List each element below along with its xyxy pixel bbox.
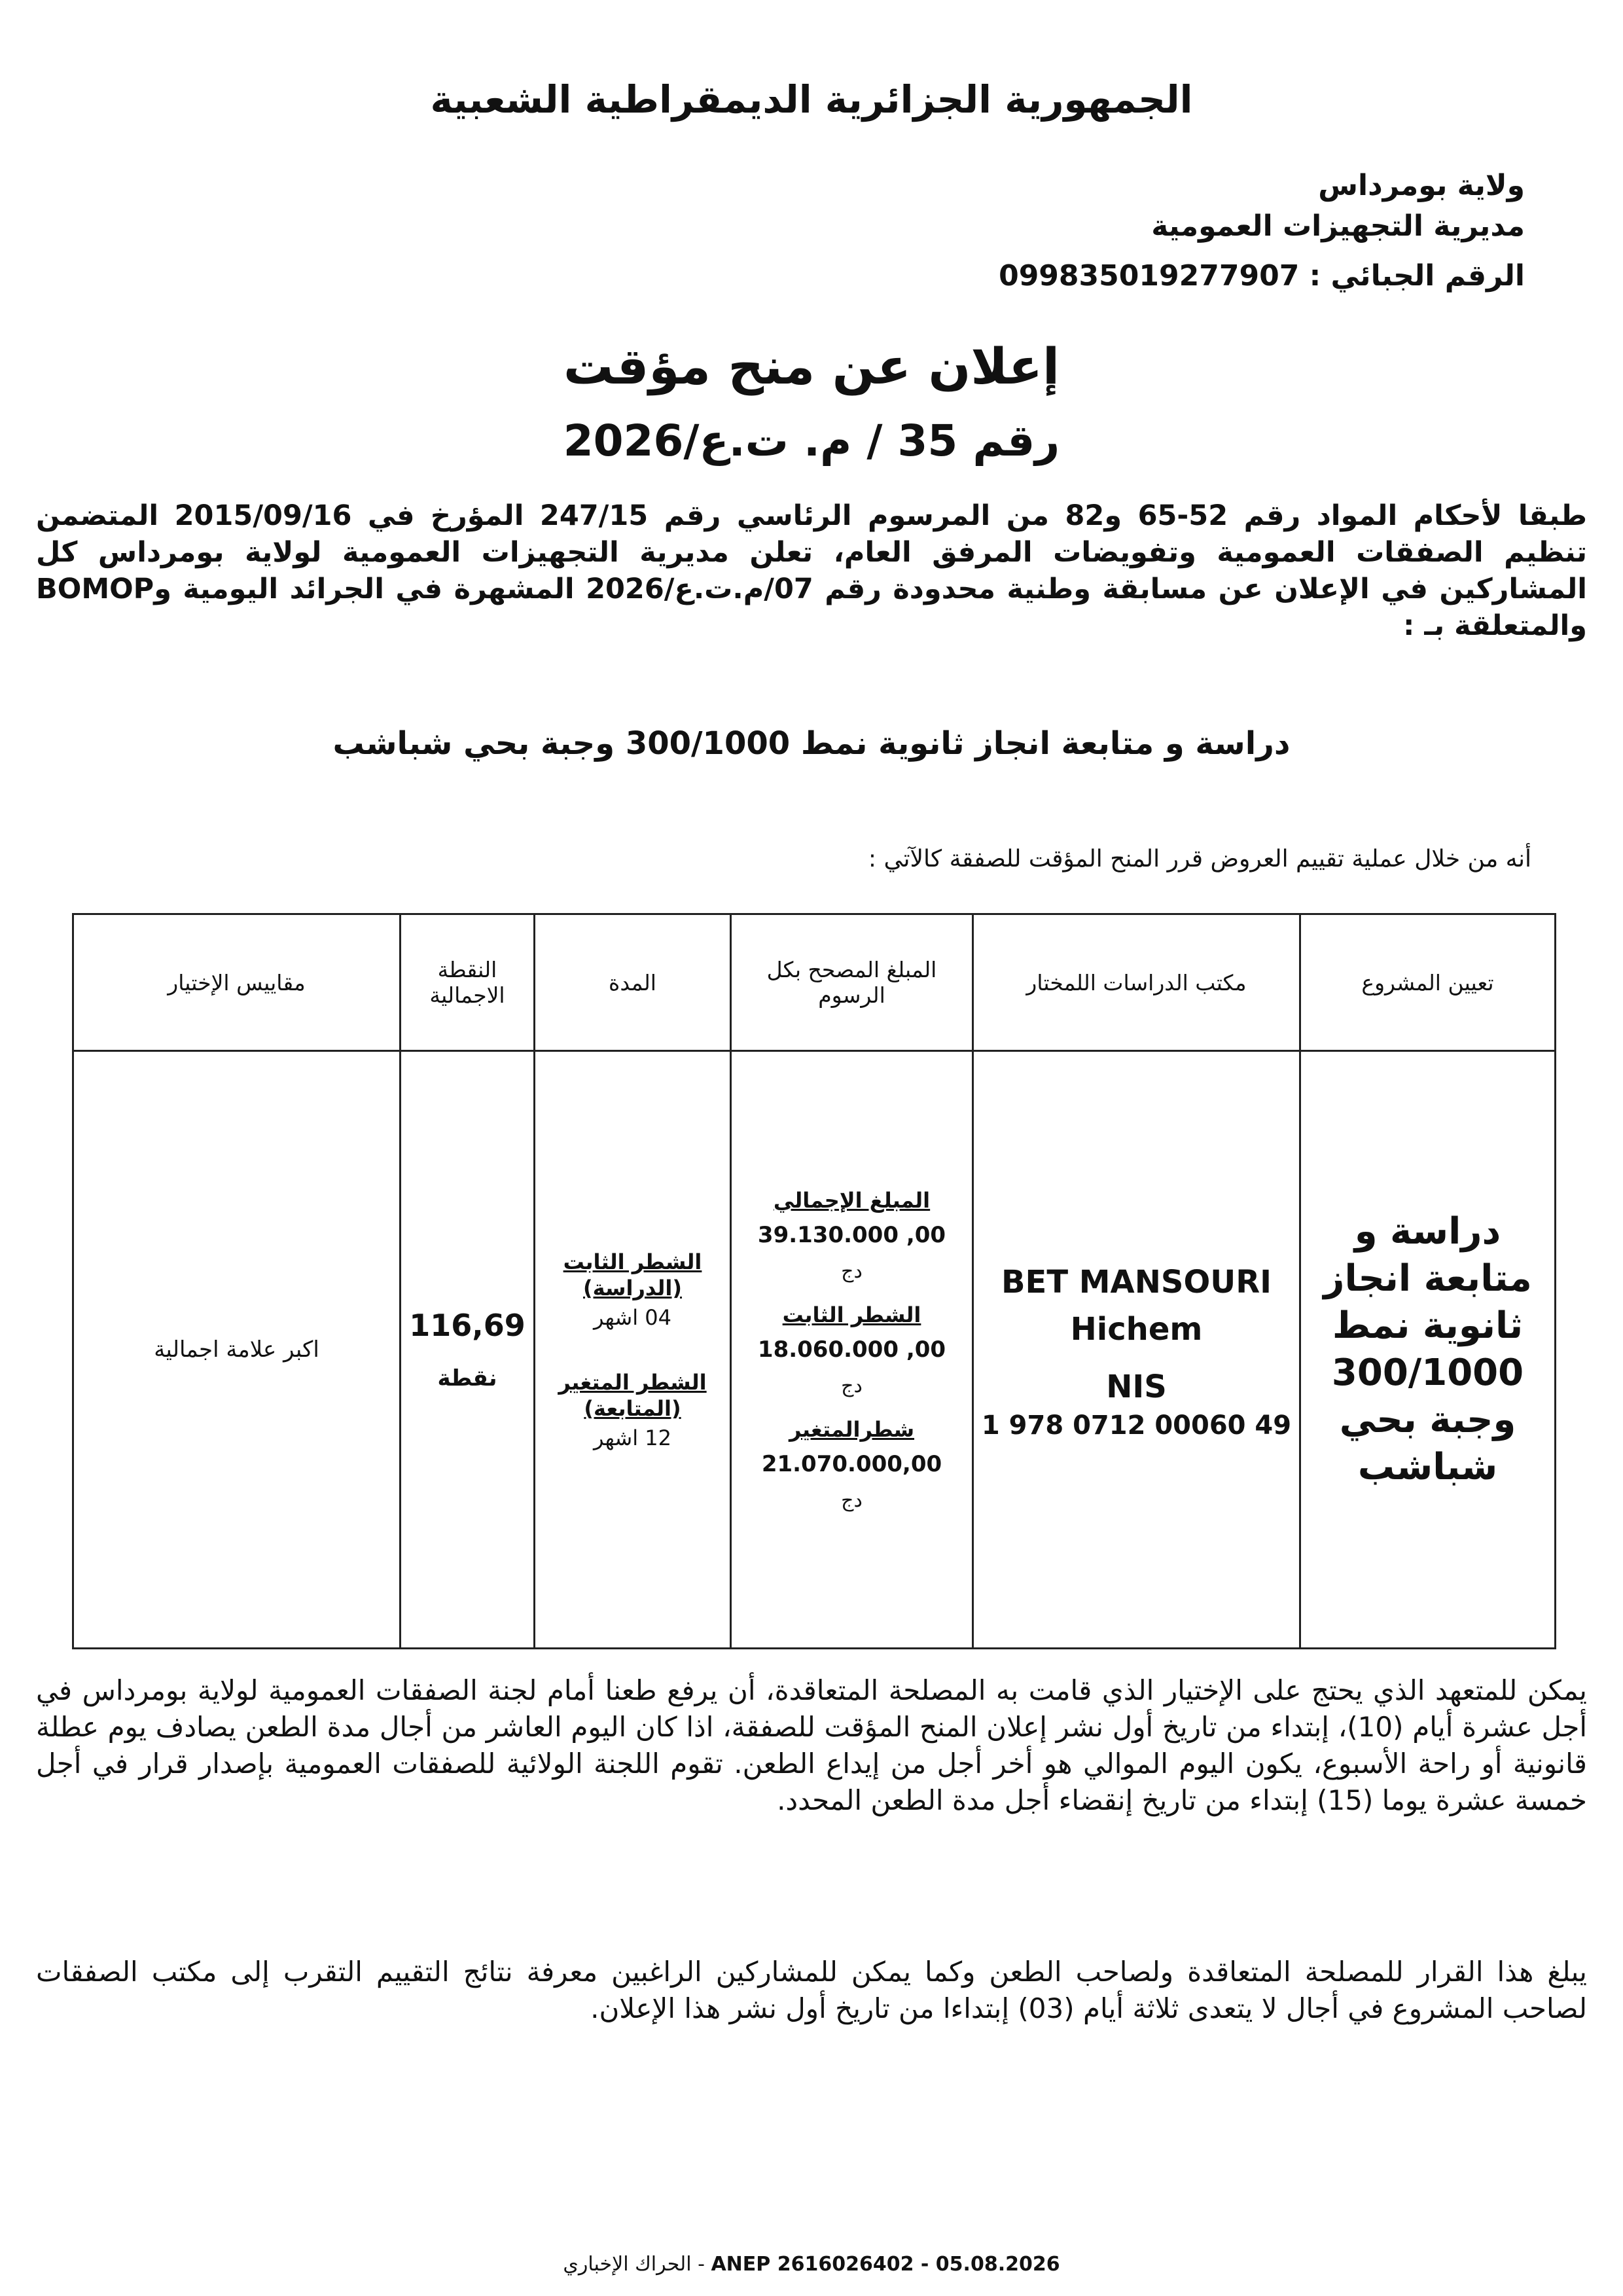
project-name: دراسة و متابعة انجاز ثانوية نمط 300/1000 وجبة بحي شباشب bbox=[1323, 1210, 1532, 1488]
cell-duration bbox=[535, 1051, 731, 1649]
cell-project bbox=[1300, 1051, 1556, 1649]
currency-label: دج bbox=[841, 1374, 863, 1397]
duration-variable-value: 12 اشهر bbox=[594, 1426, 671, 1450]
duration-fixed bbox=[541, 1249, 724, 1330]
duration-fixed-value: 04 اشهر bbox=[594, 1305, 671, 1330]
intro-paragraph: طبقا لأحكام المواد رقم 52-65 و82 من المرسوم الرئاسي رقم 247/15 المؤرخ في 2015/09/16 المتضمن تنظيم الصفقات العمومية وتفويضات المرفق العام، تعلن مديرية التجهيزات العمومية لولاية بومرداس كل المشاركين في الإعلان عن مسابقة وطنية محدودة رقم 07/م.ت.ع/2026 المشهرة في الجرائد اليومية وBOMOP والمتعلقة بـ : bbox=[36, 499, 1587, 642]
office-nis-value: 1 978 0712 00060 49 bbox=[981, 1410, 1292, 1441]
cell-amount bbox=[731, 1051, 973, 1649]
amount-variable bbox=[737, 1417, 967, 1512]
footer-separator: - bbox=[691, 2253, 705, 2276]
announcement-title: إعلان عن منح مؤقت bbox=[563, 337, 1060, 395]
cell-points bbox=[401, 1051, 535, 1649]
amount-variable-label: شطرالمتغير bbox=[789, 1416, 915, 1442]
points-value: 116,69 bbox=[409, 1308, 526, 1343]
wilaya-line: ولاية بومرداس bbox=[1318, 169, 1525, 202]
amount-total bbox=[737, 1188, 967, 1283]
header-office: مكتب الدراسات اللمختار bbox=[973, 914, 1300, 1051]
pre-table-text: أنه من خلال عملية تقييم العروض قرر المنح المؤقت للصفقة كالآتي : bbox=[868, 846, 1531, 872]
footer bbox=[0, 2253, 1623, 2276]
cell-office bbox=[973, 1051, 1300, 1649]
duration-fixed-label: الشطر الثابت (الدراسة) bbox=[563, 1249, 702, 1300]
tax-id-line: الرقم الجبائي : 099835019277907 bbox=[999, 259, 1525, 293]
currency-label: دج bbox=[841, 1259, 863, 1283]
country-heading: الجمهورية الجزائرية الديمقراطية الشعبية bbox=[430, 77, 1193, 122]
header-project: تعيين المشروع bbox=[1300, 914, 1556, 1051]
amount-variable-value: 21.070.000,00 bbox=[761, 1450, 942, 1477]
header-amount: المبلغ المصحح بكل الرسوم bbox=[731, 914, 973, 1051]
header-duration: المدة bbox=[535, 914, 731, 1051]
criteria-text: اكبر علامة اجمالية bbox=[154, 1336, 319, 1363]
table-row bbox=[73, 1051, 1556, 1649]
amount-fixed bbox=[737, 1302, 967, 1397]
announcement-number: رقم 35 / م. ت.ع/2026 bbox=[563, 416, 1060, 466]
subject-line: دراسة و متابعة انجاز ثانوية نمط 300/1000 وجبة بحي شباشب bbox=[332, 725, 1291, 762]
currency-label: دج bbox=[841, 1488, 863, 1512]
notification-paragraph: يبلغ هذا القرار للمصلحة المتعاقدة ولصاحب الطعن وكما يمكن للمشاركين الراغبين معرفة نتائج التقييم التقرب إلى مكتب الصفقات لصاحب المشروع في أجال لا يتعدى ثلاثة أيام (03) إبتداءا من تاريخ أول نشر هذا الإعلان. bbox=[36, 1956, 1587, 2024]
cell-criteria bbox=[73, 1051, 401, 1649]
amount-fixed-value: 18.060.000 ,00 bbox=[757, 1336, 946, 1363]
duration-variable bbox=[541, 1369, 724, 1450]
amount-total-label: المبلغ الإجمالي bbox=[773, 1187, 931, 1213]
footer-source: الحراك الإخباري bbox=[563, 2253, 692, 2276]
header-points: النقطة الاجمالية bbox=[401, 914, 535, 1051]
footer-reference: ANEP 2616026402 - 05.08.2026 bbox=[711, 2253, 1060, 2276]
directorate-line: مديرية التجهيزات العمومية bbox=[1151, 209, 1525, 243]
award-table bbox=[72, 913, 1556, 1649]
office-nis-label: NIS bbox=[1106, 1369, 1167, 1405]
appeal-paragraph: يمكن للمتعهد الذي يحتج على الإختيار الذي قامت به المصلحة المتعاقدة، أن يرفع طعنا أمام لجنة الصفقات العمومية لولاية بومرداس في أجل عشرة أيام (10)، إبتداء من تاريخ أول نشر إعلان المنح المؤقت للصفقة، اذا كان اليوم العاشر من أجال مدة الطعن يصادف يوم عطلة قانونية أو راحة الأسبوع، يكون اليوم الموالي هو أخر أجل من إيداع الطعن. تقوم اللجنة الولائية للصفقات العمومية بإصدار قرار في أجل خمسة عشرة يوما (15) إبتداء من تاريخ إنقضاء أجل مدة الطعن المحدد. bbox=[36, 1674, 1587, 1816]
table-header-row bbox=[73, 914, 1556, 1051]
points-unit: نقطة bbox=[437, 1365, 497, 1391]
amount-total-value: 39.130.000 ,00 bbox=[757, 1221, 946, 1248]
amount-fixed-label: الشطر الثابت bbox=[782, 1302, 921, 1327]
office-name: BET MANSOURI Hichem bbox=[1001, 1264, 1272, 1348]
duration-variable-label: الشطر المتغير (المتابعة) bbox=[558, 1370, 707, 1421]
header-criteria: مقاييس الإختيار bbox=[73, 914, 401, 1051]
